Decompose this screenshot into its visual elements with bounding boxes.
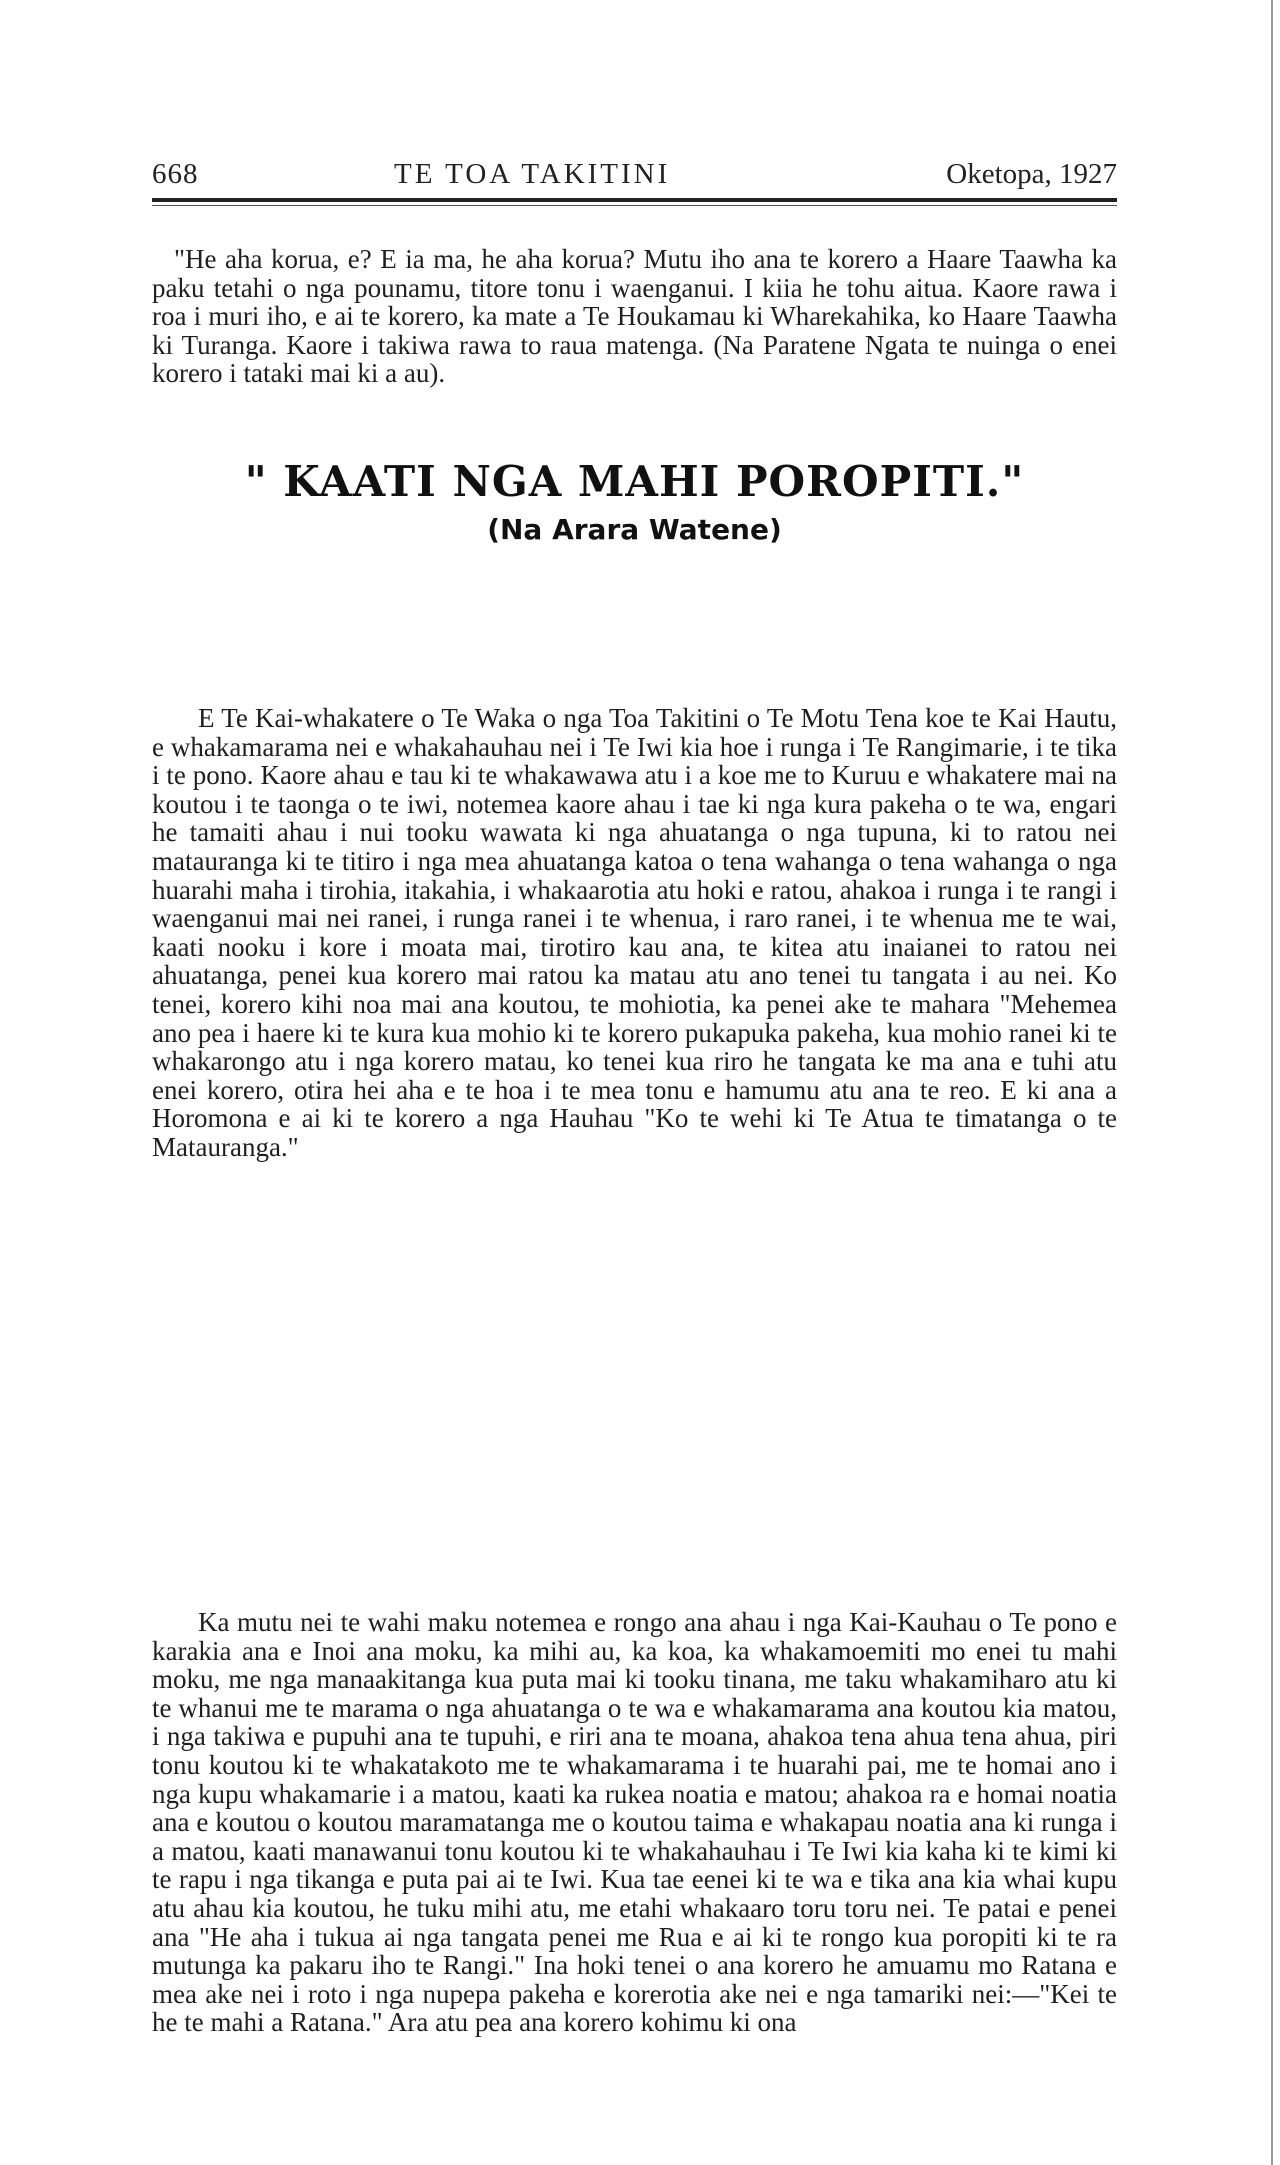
body-paragraph-2: Ka mutu nei te wahi maku notemea e rongo ana ahau i nga Kai-Kauhau o Te pono e karakia ana e Inoi ana moku, ka mihi au, ka koa, ka whakamoemiti mo enei tu mahi moku, me nga manaakitanga kua puta mai ki tooku tinana, me taku whakamiharo atu ki te whanui me te marama o nga ahuatanga o te wa e whakamarama ana koutou kia matou, i nga takiwa e pupuhi ana te tupuhi, e riri ana te moana, ahakoa tena ahua tena ahua, piri tonu koutou ki te whakatakoto me te whakamarama i te huarahi pai, me te homai ano i nga kupu whakamarie i a matou, kaati ka rukea noatia e matou; ahakoa ra e homai noatia ana e koutou o koutou maramatanga me o koutou taima e whakapau noatia ana ki runga i a matou, kaati manawanui tonu koutou ki te whakahauhau i Te Iwi kia kaha ki te kimi ki te rapu i nga tikanga e puta pai ai te Iwi. Kua tae eenei ki te wa e tika ana kia whai kupu atu ahau kia koutou, he tuku mihi atu, me etahi whakaaro toru toru nei. Te patai e penei ana "He aha i tukua ai nga tangata penei me Rua e ai ki te rongo kua poropiti ki te ra mutunga ka pakaru iho te Rangi." Ina hoki tenei o ana korero he amuamu mo Ratana e mea ake nei i roto i nga nupepa pakeha e korerotia ake nei e nga tamariki nei:—"Kei te he te mahi a Ratana." Ara atu pea ana korero kohimu ki ona (152, 1607, 1117, 2038)
page-edge-line (1271, 0, 1273, 2165)
article-heading: " KAATI NGA MAHI POROPITI." (244, 457, 1025, 506)
header-rule-thin (152, 205, 1117, 206)
intro-paragraph: "He aha korua, e? E ia ma, he aha korua? Mutu iho ana te korero a Haare Taawha ka paku tetahi o nga pounamu, titore tonu i waenganui. I kiia he tohu aitua. Kaore rawa i roa i muri iho, e ai te korero, ka mate a Te Houkamau ki Wharekahika, ko Haare Taawha ki Turanga. Kaore i takiwa rawa to raua matenga. (Na Paratene Ngata te nuinga o enei korero i tataki mai ki a au). (152, 244, 1117, 389)
article-byline: (Na Arara Watene) (487, 513, 782, 546)
body-paragraph-1: E Te Kai-whakatere o Te Waka o nga Toa Takitini o Te Motu Tena koe te Kai Hautu, e whakamarama nei e whakahauhau nei i Te Iwi kia hoe i runga i Te Rangimarie, i te tika i te pono. Kaore ahau e tau ki te whakawawa atu i a koe me to Kuruu e whakatere mai na koutou i te taonga o te iwi, notemea kaore ahau i tae ki nga kura pakeha o te wa, engari he tamaiti ahau i nui tooku wawata ki nga ahuatanga o nga tupuna, ki to ratou nei matauranga ki te titiro i nga mea ahuatanga katoa o tena wahanga o tena wahanga o nga huarahi maha i tirohia, itakahia, i whakaarotia atu hoki e ratou, ahakoa i runga i te rangi i waenganui mai nei ranei, i runga ranei i te whenua, i raro ranei, i te whenua me te wai, kaati nooku i kore i moata mai, tirotiro kau ana, te kitea atu inaianei to ratou nei ahuatanga, penei kua korero mai ratou ka matau atu ano tenei tu tangata i au nei. Ko tenei, korero kihi noa mai ana koutou, te mohiotia, ka penei ake te mahara "Mehemea ano pea i haere ki te kura kua mohio ki te korero pukapuka pakeha, kua mohio ranei ki te whakarongo atu i nga korero matau, ko tenei kua riro he tangata ke ma ana e tuhi atu enei korero, otira hei aha e te hoa i te mea tonu e hamumu atu ana te reo. E ki ana a Horomona e ai ki te korero a nga Hauhau "Ko te wehi ki Te Atua te timatanga o te Matauranga." (152, 703, 1117, 1162)
page-number: 668 (152, 158, 199, 190)
running-header (152, 158, 1117, 194)
header-rule (152, 198, 1117, 202)
issue-date: Oketopa, 1927 (946, 158, 1117, 190)
publication-title: TE TOA TAKITINI (394, 158, 671, 190)
